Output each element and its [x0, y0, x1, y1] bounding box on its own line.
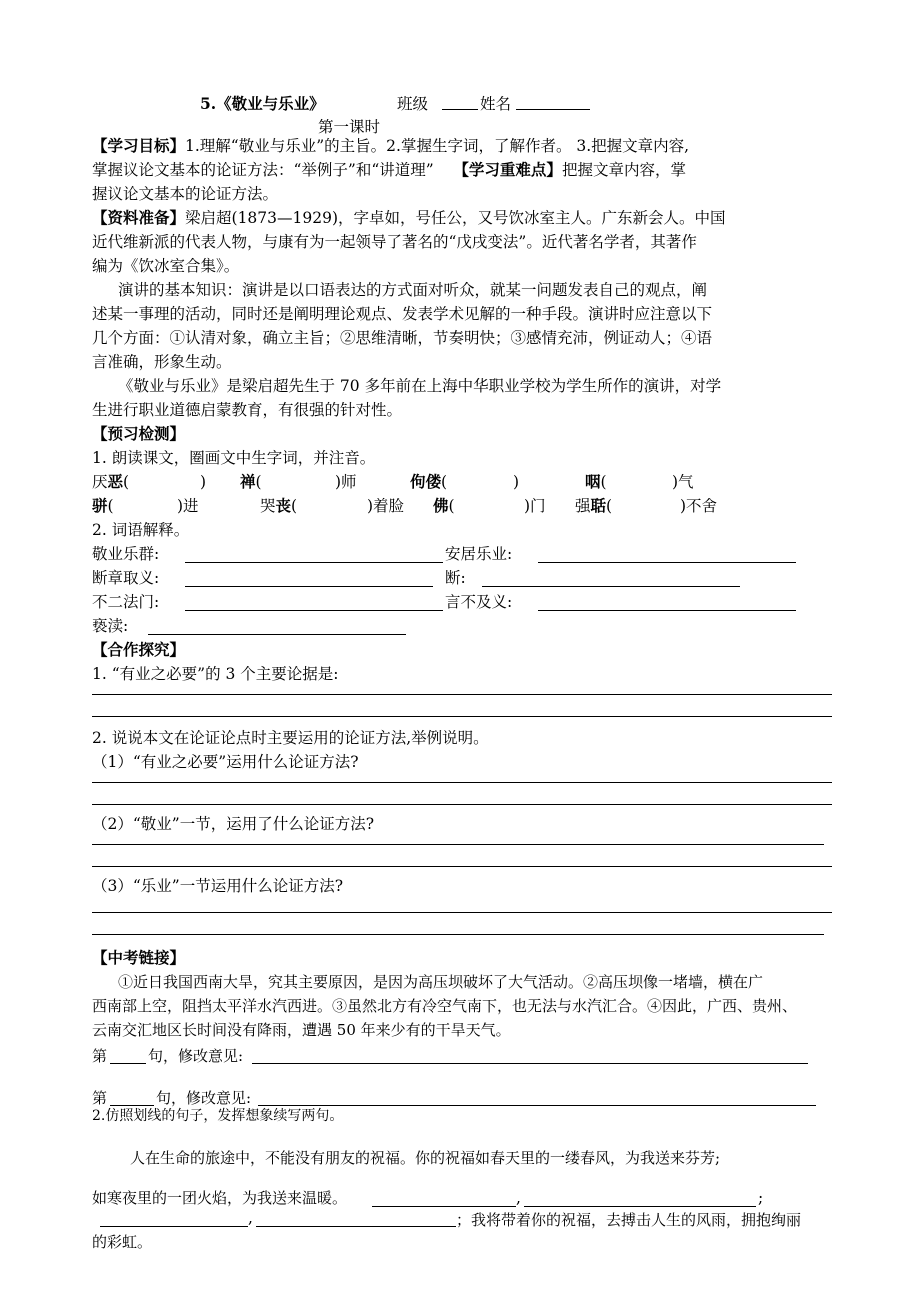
objectives-line1: [92, 134, 689, 158]
imitation-line2: 如寒夜里的一团火焰，为我送来温暖。: [92, 1189, 348, 1207]
speech-line2: 述某一事理的活动，同时还是阐明理论观点、发表学术见解的一种手段。演讲时应注意以下: [92, 305, 713, 323]
term-label: 安居乐业:: [445, 545, 513, 563]
imitation-line3: ；我将带着你的祝福，去搏击人生的风雨，拥抱绚丽: [456, 1211, 802, 1229]
answer-line[interactable]: [92, 912, 832, 913]
materials-line3: 编为《饮冰室合集》。: [92, 257, 240, 275]
pinyin-close: ): [513, 473, 520, 491]
answer-line[interactable]: [92, 716, 832, 717]
pinyin-item: 哭丧(: [260, 496, 298, 515]
answer-line[interactable]: [185, 562, 443, 563]
explore-q2-3: （3）“乐业”一节运用什么论证方法?: [92, 877, 344, 895]
objectives-line3: 握议论文基本的论证方法。: [92, 185, 279, 203]
answer-line[interactable]: [524, 1206, 756, 1207]
pinyin-item: 佛(: [433, 496, 455, 515]
pinyin-item: 骈(: [92, 496, 114, 515]
semicolon: ;: [758, 1189, 764, 1207]
fix2-prefix: 第: [92, 1089, 108, 1107]
exam-q2: 2.仿照划线的句子，发挥想象续写两句。: [92, 1108, 344, 1124]
answer-line[interactable]: [372, 1206, 516, 1207]
answer-line[interactable]: [92, 866, 832, 867]
answer-line[interactable]: [185, 586, 433, 587]
objectives-text2: 掌握议论文基本的论证方法：“举例子”和“讲道理”: [92, 161, 434, 179]
term-label: 断:: [445, 569, 466, 587]
fix1-prefix: 第: [92, 1047, 108, 1065]
name-field[interactable]: [516, 94, 590, 110]
answer-line[interactable]: [100, 1226, 248, 1227]
pinyin-close: )着脸: [367, 497, 405, 515]
pinyin-item: 强聒(: [575, 496, 613, 515]
explore-q1: 1. “有业之必要”的 3 个主要论据是:: [92, 665, 339, 683]
pinyin-close: )气: [672, 473, 694, 491]
class-label: 班级: [397, 95, 429, 113]
term-label: 断章取义:: [92, 569, 160, 587]
answer-line[interactable]: [538, 610, 796, 611]
materials-line1: [92, 206, 726, 230]
exam-paragraph-line3: 云南交汇地区长时间没有降雨，遭遇 50 年来少有的干旱天气。: [92, 1021, 511, 1039]
pinyin-close: )门: [524, 497, 546, 515]
pinyin-item: 厌恶(: [92, 472, 130, 491]
key-points-text: 把握文章内容，掌: [561, 161, 686, 179]
lesson-label: 第一课时: [318, 118, 381, 136]
materials-text1: 梁启超(1873—1929)，字卓如，号任公，又号饮冰室主人。广东新会人。中国: [185, 209, 726, 227]
term-label: 言不及义:: [445, 593, 513, 611]
imitation-line4: 的彩虹。: [92, 1233, 153, 1251]
materials-line2: 近代维新派的代表人物，与康有为一起领导了著名的“戊戌变法”。近代著名学者，其著作: [92, 233, 697, 251]
explore-label: 【合作探究】: [92, 640, 186, 659]
term-label: 敬业乐群:: [92, 545, 160, 563]
page-title: 5.《敬业与乐业》: [200, 94, 325, 113]
pinyin-close: ): [200, 473, 207, 491]
preview-label: 【预习检测】: [92, 424, 186, 443]
answer-line[interactable]: [92, 804, 832, 805]
speech-line4: 言准确，形象生动。: [92, 353, 232, 371]
pinyin-close: )师: [335, 473, 357, 491]
term-label: 亵渎:: [92, 617, 129, 635]
objectives-label: 【学习目标】: [92, 136, 186, 155]
fix1-label: 句，修改意见:: [148, 1047, 244, 1065]
preview-q2: 2. 词语解释。: [92, 521, 190, 539]
explore-q2: 2. 说说本文在论证论点时主要运用的论证方法,举例说明。: [92, 729, 489, 747]
objectives-line2: [92, 158, 686, 182]
answer-line[interactable]: [92, 844, 824, 845]
answer-line[interactable]: [92, 694, 832, 695]
explore-q2-2: （2）“敬业”一节，运用了什么论证方法?: [92, 815, 375, 833]
exam-paragraph-line2: 西南部上空，阻挡太平洋水汽西进。③虽然北方有冷空气南下，也无法与水汽汇合。④因此，广西、贵州、: [92, 997, 798, 1015]
speech-line3: 几个方面：①认清对象，确立主旨；②思维清晰，节奏明快；③感情充沛，例证动人；④语: [92, 329, 713, 347]
objectives-text1: 1.理解“敬业与乐业”的主旨。2.掌握生字词，了解作者。 3.把握文章内容,: [185, 137, 690, 155]
pinyin-close: )进: [177, 497, 199, 515]
intro-line1: 《敬业与乐业》是梁启超先生于 70 多年前在上海中华职业学校为学生所作的演讲，对学: [118, 377, 722, 395]
answer-line[interactable]: [482, 586, 740, 587]
answer-line[interactable]: [148, 634, 406, 635]
answer-line[interactable]: [256, 1226, 456, 1227]
intro-line2: 生进行职业道德启蒙教育，有很强的针对性。: [92, 401, 403, 419]
sentence-number-field[interactable]: [110, 1063, 146, 1064]
answer-line[interactable]: [252, 1063, 808, 1064]
explore-q2-1: （1）“有业之必要”运用什么论证方法?: [92, 753, 359, 771]
preview-q1: 1. 朗读课文，圈画文中生字词，并注音。: [92, 449, 376, 467]
pinyin-item: 咽(: [585, 472, 607, 491]
comma: ,: [516, 1189, 521, 1207]
exam-label: 【中考链接】: [92, 948, 186, 967]
speech-line1: 演讲的基本知识：演讲是以口语表达的方式面对听众，就某一问题发表自己的观点，阐: [118, 281, 708, 299]
class-field[interactable]: [442, 94, 478, 110]
pinyin-item: 禅(: [240, 472, 262, 491]
comma: ,: [248, 1209, 253, 1227]
answer-line[interactable]: [185, 610, 443, 611]
imitation-line1: 人在生命的旅途中，不能没有朋友的祝福。你的祝福如春天里的一缕春风，为我送来芬芳;: [130, 1149, 721, 1167]
term-label: 不二法门:: [92, 593, 160, 611]
pinyin-item: 佝偻(: [410, 472, 448, 491]
key-points-label: 【学习重难点】: [453, 160, 562, 179]
answer-line[interactable]: [92, 934, 824, 935]
fix2-label: 句，修改意见:: [156, 1089, 252, 1107]
name-label: 姓名: [480, 95, 512, 113]
answer-line[interactable]: [92, 782, 832, 783]
materials-label: 【资料准备】: [92, 208, 186, 227]
answer-line[interactable]: [538, 562, 796, 563]
exam-paragraph-line1: ①近日我国西南大旱，究其主要原因，是因为高压坝破坏了大气活动。②高压坝像一堵墙，横在广: [118, 973, 764, 991]
pinyin-close: )不舍: [680, 497, 718, 515]
